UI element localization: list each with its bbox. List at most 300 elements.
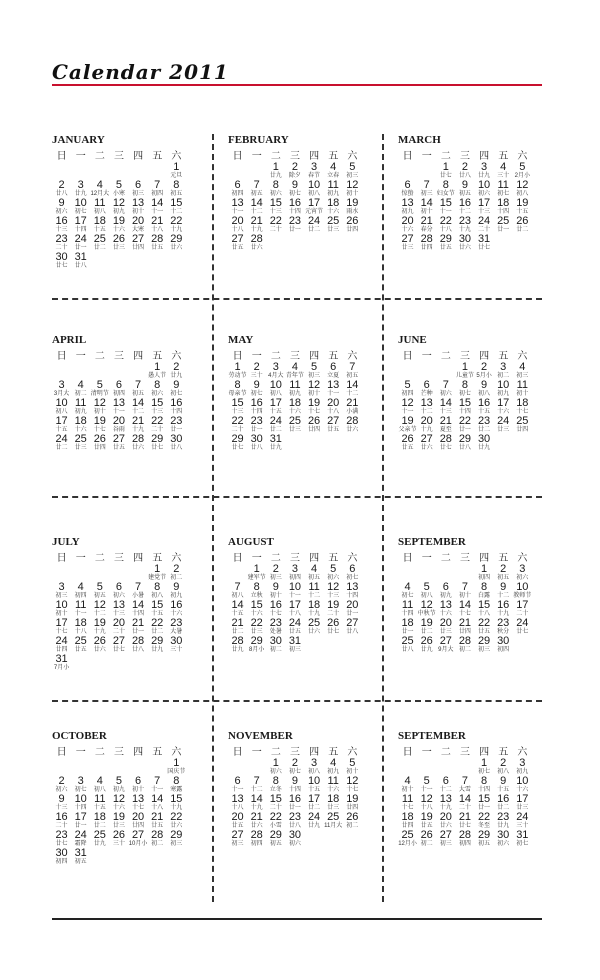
lunar-date: 廿四 — [516, 427, 529, 433]
day-cell — [90, 794, 109, 812]
lunar-date: 初七 — [288, 769, 301, 775]
day-cell — [247, 776, 266, 794]
day-number: 27 — [439, 636, 452, 647]
day-number: 1 — [481, 758, 488, 769]
day-number: 20 — [231, 216, 244, 227]
day-number: 16 — [55, 216, 68, 227]
lunar-date: 十四 — [458, 409, 471, 415]
day-cell — [494, 198, 513, 216]
lunar-date: 十六 — [439, 611, 452, 617]
day-number: 18 — [74, 618, 87, 629]
day-number: 10 — [477, 180, 491, 191]
weekday-label: 二 — [94, 747, 105, 758]
day-number: 17 — [288, 600, 302, 611]
day-cell — [398, 398, 417, 416]
weekday-header — [398, 549, 532, 564]
lunar-date: 初八 — [55, 409, 68, 415]
lunar-date: 初八 — [269, 391, 282, 397]
day-cell — [228, 582, 247, 600]
day-cell — [109, 162, 128, 180]
day-cell — [343, 416, 362, 434]
day-number: 24 — [307, 812, 321, 823]
weekday-label: 日 — [232, 151, 243, 162]
day-cell — [417, 636, 436, 654]
day-number: 1 — [173, 162, 180, 173]
day-cell — [167, 812, 186, 830]
weekday-label: 三 — [113, 351, 124, 362]
lunar-date: 廿一 — [250, 427, 263, 433]
day-cell — [266, 812, 285, 830]
day-number: 23 — [250, 416, 263, 427]
lunar-date: 廿二 — [231, 629, 244, 635]
day-number: 27 — [420, 434, 433, 445]
lunar-date: 十三 — [112, 611, 125, 617]
lunar-date: 十八 — [288, 611, 301, 617]
day-number: 25 — [401, 636, 414, 647]
day-cell — [513, 398, 532, 416]
day-cell — [285, 582, 304, 600]
day-number: 11 — [74, 398, 87, 409]
lunar-date: 廿七 — [151, 445, 164, 451]
day-number: 14 — [151, 794, 164, 805]
day-number: 12 — [346, 180, 359, 191]
day-cell — [228, 636, 247, 654]
weekday-label: 四 — [479, 747, 490, 758]
lunar-date: 白露 — [478, 593, 491, 599]
day-cell — [90, 380, 109, 398]
day-cell — [436, 794, 455, 812]
lunar-date: 十五 — [151, 611, 164, 617]
weekday-label: 五 — [498, 151, 509, 162]
lunar-date: 十一 — [401, 409, 414, 415]
lunar-date: 初八 — [497, 769, 510, 775]
day-number: 10 — [269, 380, 282, 391]
lunar-date: 初八 — [231, 593, 244, 599]
day-cell — [343, 398, 362, 416]
lunar-date: 秋分 — [497, 629, 510, 635]
lunar-date: 廿四 — [55, 647, 68, 653]
day-number: 2 — [500, 758, 507, 769]
day-cell — [148, 582, 167, 600]
day-cell — [266, 180, 285, 198]
lunar-date: 廿一 — [497, 227, 510, 233]
lunar-date: 十七 — [308, 409, 321, 415]
day-cell — [228, 564, 247, 582]
day-number: 16 — [497, 794, 510, 805]
day-number: 21 — [250, 216, 263, 227]
lunar-date: 十九 — [250, 805, 263, 811]
day-number: 8 — [481, 582, 488, 593]
lunar-date: 廿二 — [308, 805, 321, 811]
lunar-date: 十五 — [93, 227, 106, 233]
weekday-header — [228, 743, 362, 758]
lunar-date: 初六 — [151, 391, 164, 397]
lunar-date: 廿二 — [516, 227, 529, 233]
weekday-label: 二 — [440, 151, 451, 162]
lunar-date: 芒种 — [420, 391, 433, 397]
lunar-date: 十八 — [231, 227, 244, 233]
weekday-label: 三 — [459, 553, 470, 564]
lunar-date: 十二 — [439, 787, 452, 793]
day-number: 26 — [307, 416, 321, 427]
day-number: 26 — [401, 434, 414, 445]
weekday-header — [52, 347, 186, 362]
day-cell — [494, 216, 513, 234]
day-cell — [228, 434, 247, 452]
lunar-date: 春分 — [420, 227, 433, 233]
day-cell — [305, 618, 324, 636]
day-number: 12 — [420, 600, 433, 611]
day-number: 30 — [477, 434, 491, 445]
day-cell — [305, 180, 324, 198]
day-cell — [129, 180, 148, 198]
day-number: 28 — [131, 434, 145, 445]
day-number: 30 — [170, 636, 183, 647]
day-number: 9 — [272, 582, 279, 593]
lunar-date: 初七 — [346, 575, 359, 581]
lunar-date: 十四 — [74, 805, 87, 811]
day-cell — [228, 830, 247, 848]
day-number: 9 — [253, 380, 260, 391]
day-number: 8 — [234, 380, 241, 391]
day-cell — [455, 198, 474, 216]
month-name: MAY — [228, 334, 254, 346]
lunar-date: 5月小 — [476, 373, 492, 379]
lunar-date: 廿九 — [151, 647, 164, 653]
lunar-date: 十六 — [170, 611, 183, 617]
day-cell — [324, 564, 343, 582]
day-cell — [109, 198, 128, 216]
day-number: 26 — [346, 812, 359, 823]
weekday-label: 四 — [479, 553, 490, 564]
day-number: 30 — [55, 848, 68, 859]
day-cell — [285, 794, 304, 812]
day-cell — [285, 564, 304, 582]
lunar-date: 廿一 — [401, 629, 414, 635]
day-number: 15 — [439, 198, 452, 209]
day-cell — [52, 434, 71, 452]
month-block — [398, 134, 532, 252]
day-cell — [52, 234, 71, 252]
day-number: 31 — [74, 848, 87, 859]
day-number: 22 — [458, 416, 472, 427]
day-cell — [109, 234, 128, 252]
day-number: 13 — [327, 380, 340, 391]
lunar-date: 初二 — [170, 575, 183, 581]
lunar-date: 廿六 — [439, 823, 452, 829]
month-block — [52, 334, 186, 452]
lunar-date: 十六 — [112, 805, 125, 811]
day-grid — [228, 362, 362, 452]
weekday-label: 五 — [152, 553, 163, 564]
day-cell — [71, 776, 90, 794]
day-cell — [398, 636, 417, 654]
day-number: 9 — [291, 776, 298, 787]
day-cell — [285, 362, 304, 380]
lunar-date: 初五 — [74, 859, 87, 865]
lunar-date: 廿七 — [516, 629, 529, 635]
day-cell — [129, 198, 148, 216]
day-cell — [305, 776, 324, 794]
day-number: 3 — [272, 362, 279, 373]
day-cell — [417, 198, 436, 216]
lunar-date: 初八 — [478, 391, 491, 397]
lunar-date: 二十 — [269, 805, 282, 811]
day-cell — [343, 216, 362, 234]
day-number: 3 — [519, 758, 526, 769]
day-cell — [436, 582, 455, 600]
day-grid — [228, 162, 362, 252]
weekday-label: 二 — [270, 351, 281, 362]
day-number: 7 — [135, 582, 142, 593]
lunar-date: 二十 — [478, 227, 491, 233]
lunar-date: 十五 — [516, 209, 529, 215]
lunar-date: 十七 — [346, 787, 359, 793]
day-cell — [398, 216, 417, 234]
lunar-date: 廿三 — [112, 245, 125, 251]
lunar-date: 初八 — [308, 769, 321, 775]
row-divider — [52, 496, 542, 498]
weekday-label: 六 — [347, 351, 358, 362]
day-cell — [148, 162, 167, 180]
lunar-date: 廿三 — [288, 427, 301, 433]
lunar-date: 廿九 — [93, 841, 106, 847]
day-cell — [436, 216, 455, 234]
day-cell — [52, 600, 71, 618]
day-number: 27 — [231, 234, 244, 245]
lunar-date: 廿四 — [458, 629, 471, 635]
lunar-date: 初三 — [439, 841, 452, 847]
day-number: 24 — [477, 216, 491, 227]
lunar-date: 初九 — [74, 409, 87, 415]
weekday-label: 六 — [517, 553, 528, 564]
day-number: 21 — [151, 216, 164, 227]
day-grid — [398, 362, 532, 452]
day-number: 29 — [170, 234, 183, 245]
day-cell — [398, 180, 417, 198]
column-divider — [382, 134, 384, 902]
lunar-date: 廿五 — [231, 245, 244, 251]
day-number: 31 — [516, 830, 529, 841]
day-cell — [475, 434, 494, 452]
day-number: 23 — [458, 216, 472, 227]
lunar-date: 十九 — [250, 227, 263, 233]
day-cell — [52, 380, 71, 398]
lunar-date: 十五 — [478, 409, 491, 415]
day-cell — [71, 564, 90, 582]
day-number: 17 — [74, 812, 87, 823]
day-number: 1 — [173, 758, 180, 769]
day-number: 24 — [516, 812, 529, 823]
day-cell — [475, 380, 494, 398]
lunar-date: 初八 — [93, 787, 106, 793]
lunar-date: 2月小 — [514, 173, 530, 179]
day-cell — [494, 776, 513, 794]
lunar-date: 初九 — [288, 391, 301, 397]
day-number: 7 — [253, 776, 260, 787]
lunar-date: 夏至 — [439, 427, 452, 433]
lunar-date: 初二 — [269, 647, 282, 653]
day-cell — [494, 812, 513, 830]
day-number: 28 — [346, 416, 359, 427]
day-cell — [148, 776, 167, 794]
day-number: 7 — [135, 380, 142, 391]
lunar-date: 廿三 — [327, 805, 340, 811]
lunar-date: 十四 — [497, 209, 510, 215]
weekday-label: 四 — [479, 151, 490, 162]
day-number: 6 — [423, 380, 430, 391]
day-number: 4 — [404, 582, 411, 593]
day-cell — [167, 600, 186, 618]
lunar-date: 初四 — [458, 841, 471, 847]
day-number: 13 — [439, 600, 452, 611]
day-cell — [71, 416, 90, 434]
month-name: JUNE — [398, 334, 427, 346]
lunar-date: 十六 — [288, 409, 301, 415]
day-cell — [247, 618, 266, 636]
row-divider — [52, 298, 542, 300]
lunar-date: 廿四 — [132, 245, 145, 251]
lunar-date: 中秋节 — [417, 611, 436, 617]
day-cell — [417, 794, 436, 812]
day-cell — [167, 216, 186, 234]
weekday-label: 一 — [421, 747, 432, 758]
lunar-date: 十三 — [478, 209, 491, 215]
lunar-date: 十七 — [93, 427, 106, 433]
day-cell — [167, 416, 186, 434]
day-cell — [52, 198, 71, 216]
lunar-date: 廿一 — [288, 227, 301, 233]
day-number: 27 — [401, 234, 414, 245]
lunar-date: 国庆节 — [167, 769, 186, 775]
day-cell — [513, 776, 532, 794]
lunar-date: 初三 — [308, 373, 321, 379]
day-cell — [285, 198, 304, 216]
day-cell — [417, 618, 436, 636]
day-number: 9 — [291, 180, 298, 191]
day-cell — [71, 398, 90, 416]
day-cell — [247, 416, 266, 434]
lunar-date: 愚人节 — [148, 373, 167, 379]
day-cell — [436, 362, 455, 380]
day-cell — [475, 600, 494, 618]
day-cell — [324, 582, 343, 600]
day-number: 21 — [439, 416, 452, 427]
day-grid — [52, 758, 186, 866]
day-cell — [247, 216, 266, 234]
day-cell — [436, 162, 455, 180]
day-number: 22 — [231, 416, 244, 427]
day-cell — [167, 758, 186, 776]
day-cell — [109, 180, 128, 198]
day-cell — [475, 618, 494, 636]
day-cell — [228, 758, 247, 776]
day-number: 22 — [477, 812, 491, 823]
day-cell — [324, 162, 343, 180]
day-number: 8 — [154, 582, 161, 593]
day-cell — [513, 362, 532, 380]
weekday-label: 六 — [347, 151, 358, 162]
day-number: 8 — [461, 380, 468, 391]
lunar-date: 初九 — [170, 593, 183, 599]
day-cell — [324, 758, 343, 776]
day-number: 24 — [307, 216, 321, 227]
day-number: 15 — [250, 600, 263, 611]
day-number: 10 — [307, 776, 321, 787]
lunar-date: 初十 — [93, 409, 106, 415]
day-cell — [129, 600, 148, 618]
lunar-date: 廿七 — [439, 445, 452, 451]
day-number: 5 — [115, 776, 122, 787]
lunar-date: 廿三 — [250, 629, 263, 635]
day-cell — [417, 582, 436, 600]
month-block — [228, 536, 362, 654]
day-number: 15 — [170, 198, 183, 209]
day-number: 14 — [231, 600, 244, 611]
day-number: 17 — [55, 618, 68, 629]
lunar-date: 廿八 — [132, 647, 145, 653]
lunar-date: 十八 — [327, 409, 340, 415]
lunar-date: 初七 — [401, 593, 414, 599]
lunar-date: 二十 — [516, 611, 529, 617]
weekday-label: 二 — [270, 747, 281, 758]
day-number: 5 — [115, 180, 122, 191]
day-cell — [228, 380, 247, 398]
day-number: 30 — [269, 636, 282, 647]
month-name: APRIL — [52, 334, 87, 346]
day-cell — [71, 618, 90, 636]
weekday-header — [52, 147, 186, 162]
lunar-date: 廿九 — [478, 173, 491, 179]
lunar-date: 初七 — [74, 787, 87, 793]
day-cell — [167, 362, 186, 380]
day-number: 4 — [519, 362, 526, 373]
day-cell — [148, 830, 167, 848]
day-cell — [71, 362, 90, 380]
day-number: 5 — [330, 564, 337, 575]
day-cell — [90, 180, 109, 198]
lunar-date: 初三 — [132, 191, 145, 197]
lunar-date: 廿九 — [231, 647, 244, 653]
day-number: 16 — [55, 812, 68, 823]
day-number: 10 — [74, 198, 87, 209]
day-cell — [513, 180, 532, 198]
day-cell — [228, 812, 247, 830]
month-block — [52, 536, 186, 672]
lunar-date: 廿二 — [151, 629, 164, 635]
weekday-label: 一 — [421, 151, 432, 162]
day-cell — [71, 252, 90, 270]
lunar-date: 廿八 — [401, 647, 414, 653]
day-number: 13 — [231, 198, 244, 209]
lunar-date: 初四 — [231, 191, 244, 197]
day-cell — [109, 812, 128, 830]
lunar-date: 小暑 — [132, 593, 145, 599]
lunar-date: 廿六 — [170, 245, 183, 251]
lunar-date: 二十 — [231, 427, 244, 433]
day-number: 28 — [250, 830, 263, 841]
day-number: 28 — [250, 234, 263, 245]
day-number: 22 — [170, 216, 183, 227]
day-number: 2 — [291, 162, 298, 173]
lunar-date: 十一 — [112, 409, 125, 415]
day-cell — [475, 794, 494, 812]
month-name: AUGUST — [228, 536, 274, 548]
day-cell — [52, 416, 71, 434]
day-cell — [109, 362, 128, 380]
day-cell — [417, 380, 436, 398]
day-number: 11 — [94, 198, 106, 209]
